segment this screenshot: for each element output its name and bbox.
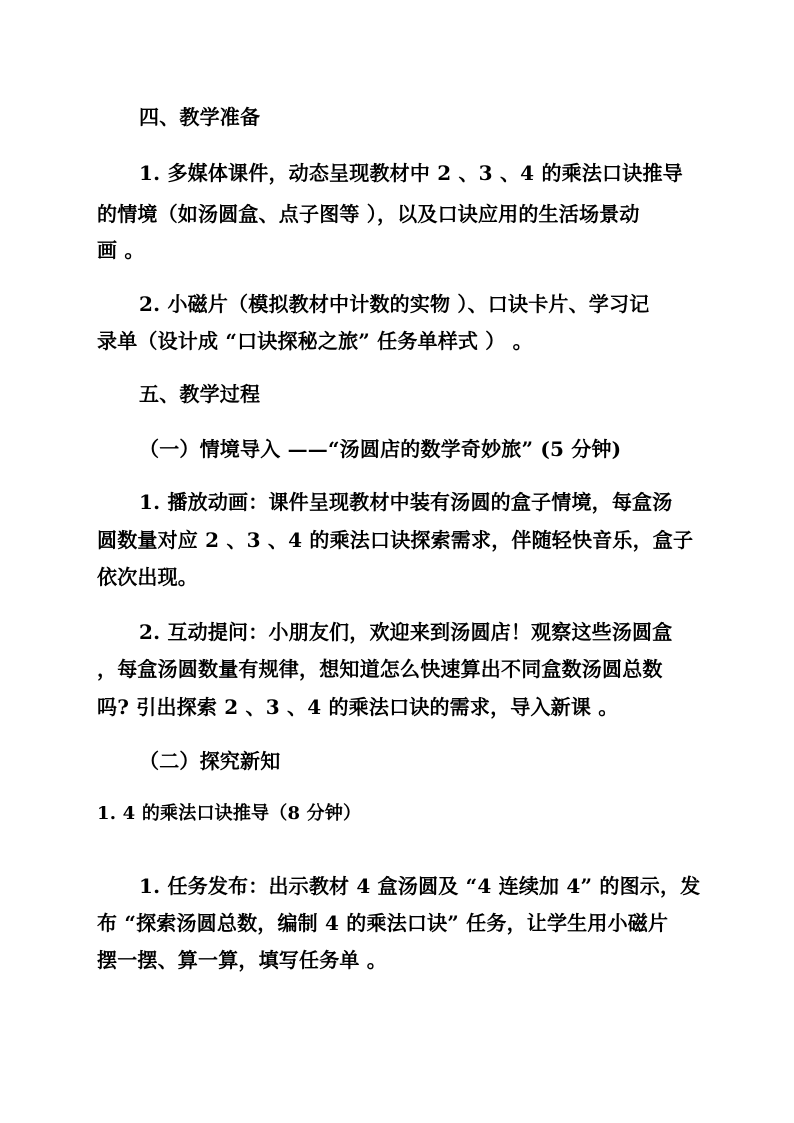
paragraph-line: 录单（设计成 “口诀探秘之旅” 任务单样式 ） 。	[97, 329, 533, 353]
paragraph-line: 摆一摆、算一算，填写任务单 。	[97, 948, 387, 972]
paragraph-line: 1. 播放动画：课件呈现教材中装有汤圆的盒子情境，每盒汤	[139, 490, 673, 514]
section-heading-process: 五、教学过程	[139, 382, 261, 406]
topic-heading: 1. 4 的乘法口诀推导（8 分钟）	[97, 803, 362, 824]
paragraph-line: 吗? 引出探索 2 、3 、4 的乘法口诀的需求，导入新课 。	[97, 695, 619, 719]
paragraph-line: 的情境（如汤圆盒、点子图等 ），以及口诀应用的生活场景动	[97, 202, 640, 226]
paragraph-line: 画 。	[97, 238, 145, 262]
subsection-heading-intro: （一）情境导入 ——“汤圆店的数学奇妙旅” (5 分钟)	[139, 437, 622, 461]
paragraph-line: 布 “探索汤圆总数，编制 4 的乘法口诀” 任务，让学生用小磁片	[97, 911, 669, 935]
subsection-heading-explore: （二）探究新知	[139, 749, 281, 773]
paragraph-line: 2. 互动提问：小朋友们，欢迎来到汤圆店！观察这些汤圆盒	[139, 620, 673, 644]
paragraph-line: 依次出现。	[97, 565, 198, 589]
paragraph-line: 1. 任务发布：出示教材 4 盒汤圆及 “4 连续加 4” 的图示，发	[139, 874, 701, 898]
paragraph-line: 1. 多媒体课件，动态呈现教材中 2 、3 、4 的乘法口诀推导	[139, 161, 683, 185]
paragraph-line: 圆数量对应 2 、3 、4 的乘法口诀探索需求，伴随轻快音乐，盒子	[97, 528, 694, 552]
section-heading-preparation: 四、教学准备	[139, 105, 261, 129]
paragraph-line: 2. 小磁片（模拟教材中计数的实物 ）、口诀卡片、学习记	[139, 292, 650, 316]
paragraph-line: ，每盒汤圆数量有规律，想知道怎么快速算出不同盒数汤圆总数	[97, 657, 663, 681]
